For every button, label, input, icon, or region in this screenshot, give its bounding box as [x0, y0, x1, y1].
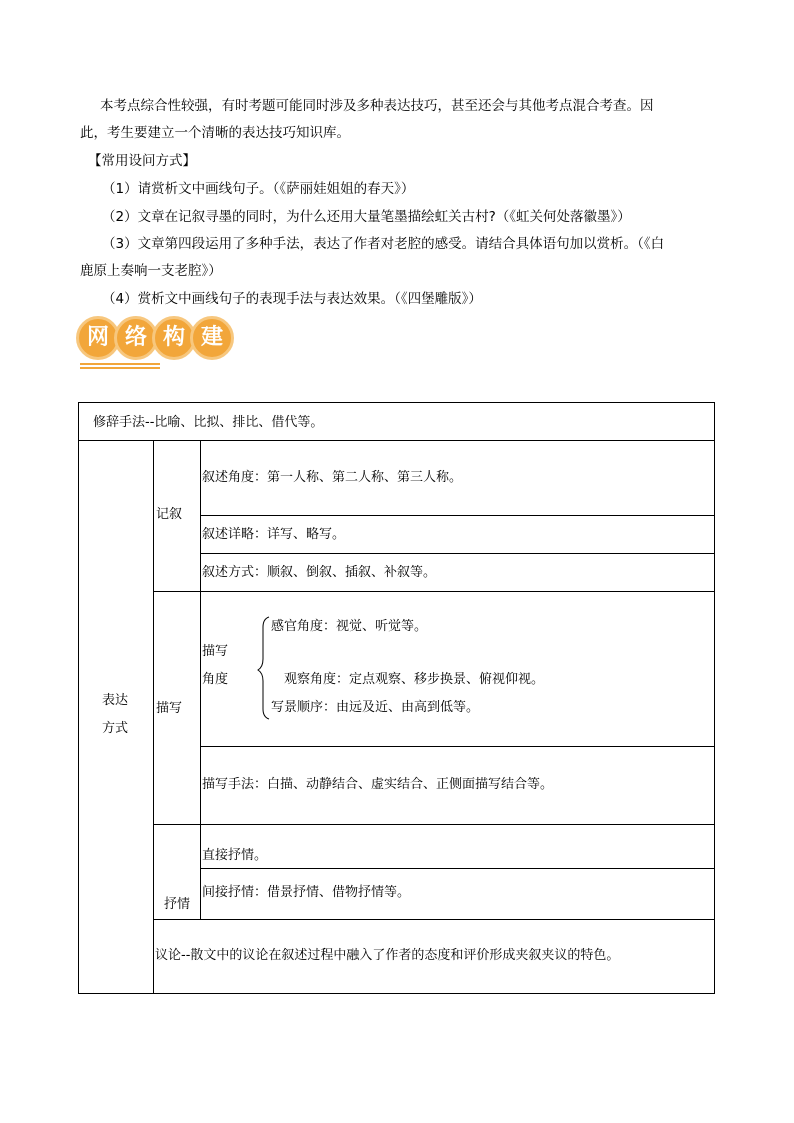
question-3-line-2: 鹿原上奏响一支老腔》）: [80, 263, 222, 279]
intro-paragraph-line-2: 此，考生要建立一个清晰的表达技巧知识库。: [80, 125, 350, 141]
table-rule: [200, 553, 714, 554]
lyric-label: 抒情: [164, 897, 191, 912]
question-4: （4）赏析文中画线句子的表现手法与表达效果。（《四堡雕版》）: [102, 291, 482, 307]
banner-char-2: 络: [114, 316, 158, 360]
narration-detail: 叙述详略：详写、略写。: [202, 527, 346, 542]
main-label-2: 方式: [102, 721, 129, 736]
lyric-indirect: 间接抒情：借景抒情、借物抒情等。: [202, 885, 411, 900]
banner-char-3: 构: [152, 316, 196, 360]
question-2: （2）文章在记叙寻墨的同时，为什么还用大量笔墨描绘虹关古村?（《虹关何处落徽墨》）: [102, 209, 631, 225]
sensory-angle: 感官角度：视觉、听觉等。: [271, 619, 428, 634]
table-rule: [200, 515, 714, 516]
banner-underline-2: [80, 367, 160, 369]
angle-label-1: 描写: [202, 644, 229, 659]
description-technique: 描写手法：白描、动静结合、虚实结合、正侧面描写结合等。: [202, 777, 554, 792]
curly-brace-icon: [257, 615, 271, 721]
question-1: （1）请赏析文中画线句子。（《萨丽娃姐姐的春天》）: [102, 181, 415, 197]
narration-perspective: 叙述角度：第一人称、第二人称、第三人称。: [202, 470, 463, 485]
lyric-direct: 直接抒情。: [202, 848, 268, 863]
table-rule: [153, 440, 154, 994]
table-rule: [79, 440, 714, 441]
table-rule: [200, 868, 714, 869]
banner-underline: [80, 363, 160, 365]
question-3-line-1: （3）文章第四段运用了多种手法，表达了作者对老腔的感受。请结合具体语句加以赏析。（《白: [102, 236, 665, 252]
table-rule: [200, 440, 201, 919]
observe-angle: 观察角度：定点观察、移步换景、俯视仰视。: [284, 672, 545, 687]
rhetoric-cell: 修辞手法--比喻、比拟、排比、借代等。: [93, 415, 324, 430]
narration-label: 记叙: [156, 507, 183, 522]
banner-char-4: 建: [190, 316, 234, 360]
table-rule: [200, 746, 714, 747]
narration-method: 叙述方式：顺叙、倒叙、插叙、补叙等。: [202, 565, 437, 580]
intro-paragraph-line-1: 本考点综合性较强，有时考题可能同时涉及多种表达技巧，甚至还会与其他考点混合考查。因: [100, 98, 654, 114]
question-heading: 【常用设问方式】: [88, 153, 196, 169]
description-label: 描写: [156, 701, 183, 716]
table-rule: [153, 591, 714, 592]
table-rule: [153, 919, 714, 920]
table-rule: [153, 824, 714, 825]
banner-char-1: 网: [76, 316, 120, 360]
expression-methods-table: [78, 402, 715, 994]
angle-label-2: 角度: [202, 672, 229, 687]
argument-cell: 议论--散文中的议论在叙述过程中融入了作者的态度和评价形成夹叙夹议的特色。: [155, 948, 620, 963]
main-label-1: 表达: [102, 693, 129, 708]
scene-order: 写景顺序：由远及近、由高到低等。: [271, 700, 480, 715]
